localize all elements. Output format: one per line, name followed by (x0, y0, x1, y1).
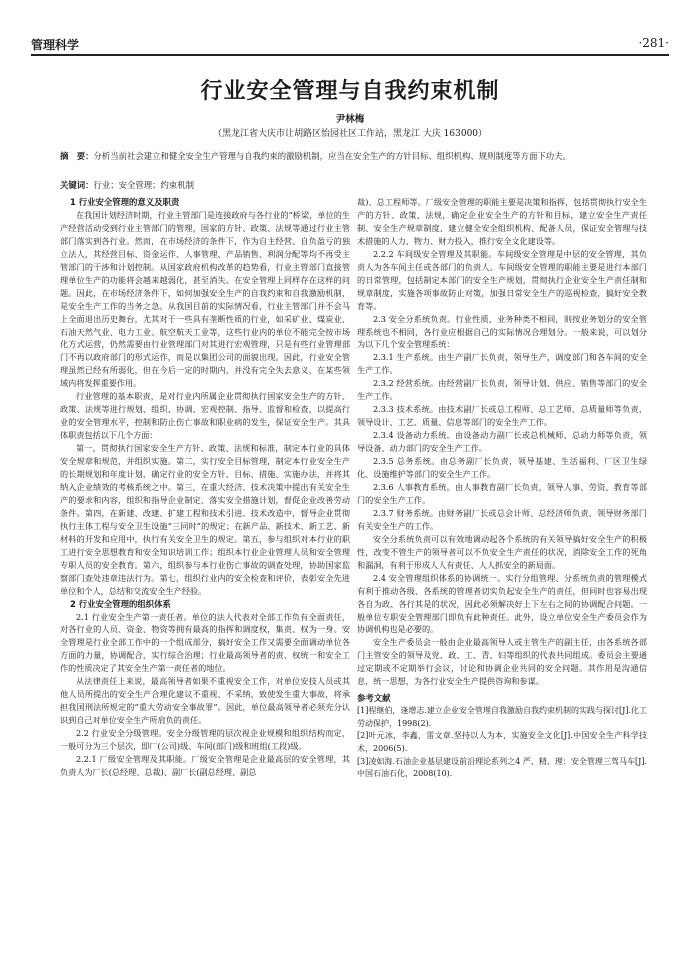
reference-item: [1]程继伯，逢增志.建立企业安全管理自我激励自我约束机制的实践与探讨[J].化工劳动保护，1998(2). (357, 706, 647, 728)
paragraph: 安全分系统负责可以有效地调动起各个系统的有关领导搞好安全生产的积极性，改变不管生产的领导者可以不负安全生产责任的状况，消除安全工作的死角和漏洞，有利于形成人人有责任、人人抓安全的新局面。 (357, 533, 647, 570)
reference-item: [2]叶元冰，李鑫，雷文章.坚持以人为本，实施安全文化[J].中国安全生产科学技术，2006(5). (357, 731, 647, 753)
paragraph: 行业管理的基本职责，是对行业内所属企业贯彻执行国家安全生产的方针、政策、法规等进行规划、组织、协调、宏观控制、指导、监督和检查，以提高行业的安全管理水平，控制和防止伤亡事故和职业病的发生，保证安全生产。其具体职责包括以下几个方面： (60, 391, 350, 441)
section-heading: 2 行业安全管理的组织体系 (70, 598, 171, 609)
keywords-label: 关键词： (60, 180, 94, 190)
paragraph: 2.2.2 车间级安全管理及其职能。车间级安全管理是中层的安全管理，其负责人为各车间主任或各部门的负责人。车间级安全管理的职能主要是进行本部门的日常管理，包括制定本部门的安全生产规划，贯彻执行企业安全生产责任制和规章制度，实施各项事故防止对策，加强日常安全生产的巡视检查，搞好安全教育等。 (357, 248, 647, 311)
paragraph: 2.3.6 人事教育系统。由人事教育副厂长负责，领导人事、劳资、教育等部门的安全生产工作。 (357, 481, 647, 505)
paragraph: 2.2.1 厂级安全管理及其职能。厂级安全管理是企业最高层的安全管理，其负责人为厂长(总经理、总裁)、副厂长(副总经理、副总 (60, 753, 350, 777)
keywords-text: 行业；安全管理；约束机制 (93, 180, 194, 190)
left-column (60, 196, 350, 779)
paragraph: 2.3.2 经营系统。由经营副厂长负责，领导计划、供应、销售等部门的安全生产工作。 (357, 378, 647, 402)
reference-item: [3]凌如海.石油企业基层建设前沿理论系列之4 严、精、理：安全管理三驾马车[J].中国石油石化，2008(10). (357, 756, 647, 779)
abstract (44, 150, 658, 163)
paragraph: 2.3.4 设备动力系统。由设备动力副厂长或总机械师、总动力师等负责，领导设备、动力部门的安全生产工作。 (357, 430, 647, 454)
paragraph: 从法律责任上来说，最高领导者如果不重视安全工作，对单位安技人员或其他人员所提出的安全生产合理化建议不重视、不采纳，致使发生重大事故，将承担我国刑法所规定的“重大劳动安全事故罪”。因此，单位最高领导者必须充分认识到自己对单位安全生产所肩负的责任。 (60, 676, 350, 726)
paragraph: 2.4 安全管理组织体系的协调统一。实行分组管理、分系统负责的管理模式有利于推动各级、各系统的管理者切实负起安全生产的责任，但同时也容易出现各自为政、各行其是的状况，因此必须解决好上下左右之间的协调配合问题。一般单位专职安全管理部门即负有此种责任。此外，设立单位安全生产委员会作为协调机构也是必要的。 (357, 572, 647, 635)
section-heading: 1 行业安全管理的意义及职责 (70, 197, 180, 207)
paragraph: 2.2 行业安全分级管理。安全分级管理的层次视企业规模和组织结构而定，一般可分为三个层次，即厂(公司)级、车间(部门)级和班组(工段)级。 (60, 728, 350, 752)
paragraph: 在我国计划经济时期，行业主管部门是连接政府与各行业的“桥梁，单位的生产经营活动受到行业主管部门的管理，国家的方针、政策、法规等通过行业主管部门落实到各行业。然而，在市场经济的条件下，作为自主经营、自负盈亏的独立法人，其经营目标、资金运作、人事管理、产品销售、利润分配等均不再受主管部门的干涉和计划控制。从国家政府机构改革的趋势看，行业主管部门直接管理单位生产的功能将会越来越弱化，甚至消失。在安全管理上同样存在这样的问题。因此，在市场经济条件下，如何加强安全生产的自我约束和自我激励机制，是安全生产工作的当务之急。从我国目前的实际情况看，行业主管部门并不会马上全面退出历史舞台，尤其对于一些具有垄断性质的行业，如采矿业、煤炭业、石油天然气业、电力工业、航空航天工业等，这些行业内的单位不能完全按市场化方式运营，仍然需要由行业管理部门对其进行宏观管理，只是有些行业管理部门不再以政府部门的形式运作，而是以集团公司的面貌出现。因此，行业安全管理虽然已经有所弱化，但在今后一定的时期内，并没有完全失去意义，在某些领域内将发挥重要作用。 (60, 209, 350, 389)
paragraph: 安全生产委员会一般由企业最高领导人或主管生产的副主任，由各系统各部门主管安全的领导及党、政、工、青、妇等组织的代表共同组成。委员会主要通过定期或不定期举行会议，讨论和协调企业共同的安全问题。其作用是沟通信息，统一思想，为各行业安全生产提供咨询和参谋。 (357, 637, 647, 687)
references-heading: 参考文献 (357, 693, 391, 704)
page-number: ·281· (638, 36, 669, 50)
paragraph: 裁)、总工程师等。厂级安全管理的职能主要是决策和指挥，包括贯彻执行安全生产的方针、政策、法规，确定企业安全生产的方针和目标，建立安全生产责任制、安全生产规章制度、建立健全安全组织机构、配备人员，保证安全管理与技术措施的人力、物力、财力投入，推行安全文化建设等。 (357, 197, 647, 246)
journal-name: 管理科学 (31, 38, 80, 52)
paragraph: 2.1 行业安全生产第一责任者。单位的法人代表对全部工作负有全面责任，对各行业的人员、资金、物资等拥有最高的指挥和调度权，集责、权为一身。安全管理是行业全部工作中的一个组成部分，搞好安全工作又需要全面调动单位各方面的力量，协调配合，实行综合治理；行业最高领导者的责、权统一和安全工作的性质决定了其安全生产第一责任者的地位。 (60, 611, 350, 674)
author-affiliation: （黑龙江省大庆市让胡路区怡园社区工作站，黑龙江 大庆 163000） (212, 129, 488, 139)
abstract-label: 摘 要： (60, 151, 94, 161)
abstract-text: 分析当前社会建立和健全安全生产管理与自我约束的激励机制，应当在安全生产的方针目标、组织机构、规则制度等方面下功夫。 (93, 151, 571, 161)
article-title: 行业安全管理与自我约束机制 (200, 79, 500, 104)
author-name: 尹林梅 (335, 114, 365, 125)
keywords (60, 179, 658, 192)
paragraph: 2.3 安全分系统负责。行业性质、业务种类不相同，则按业务划分的安全管理系统也不相同，各行业应根据自己的实际情况合理划分。一般来说，可以划分为以下几个安全管理系统： (357, 313, 647, 350)
paragraph: 2.3.7 财务系统。由财务副厂长或总会计师、总经济师负责，领导财务部门有关安全生产的工作。 (357, 507, 647, 531)
paragraph: 2.3.5 总务系统。由总务副厂长负责，领导基建、生活福利、厂区卫生绿化、设施维护等部门的安全生产工作。 (357, 456, 647, 480)
running-header (31, 36, 669, 56)
right-column (357, 196, 647, 781)
paragraph: 2.3.3 技术系统。由技术副厂长或总工程师、总工艺师、总质量师等负责，领导设计、工艺、质量、信息等部门的安全生产工作。 (357, 404, 647, 428)
paragraph: 第一，贯彻执行国家安全生产方针、政策、法规和标准，制定本行业的具体安全规章和规范，并组织实施。第二，实行安全目标管理，制定本行业安全生产的长期规划和年度计划，确定行业的安全方针、目标、措施、实施办法，并将其纳入企业绩效的考核系统之中。第三，在重大经济、技术决策中提出有关安全生产的要求和内容，组织和指导企业制定、落实安全措施计划，督促企业改善劳动条件。第四，在新建、改建、扩建工程和技术引进、技术改造中，督导企业贯彻执行主体工程与安全卫生设施“三同时”的规定；在新产品、新技术、新工艺、新材料的开发和应用中，执行有关安全卫生的规定。第五，参与组织对本行业的职工进行安全思想教育和安全知识培训工作；组织本行业企业管理人员和安全管理专职人员的安全教育。第六，组织参与本行业伤亡事故的调查处理，协助国家监察部门查处违章违法行为。第七，组织行业内的安全检查和评价，表彰安全先进单位和个人，总结和交流安全生产经验。 (60, 443, 350, 596)
paragraph: 2.3.1 生产系统。由生产副厂长负责，领导生产，调度部门和各车间的安全生产工作。 (357, 352, 647, 376)
